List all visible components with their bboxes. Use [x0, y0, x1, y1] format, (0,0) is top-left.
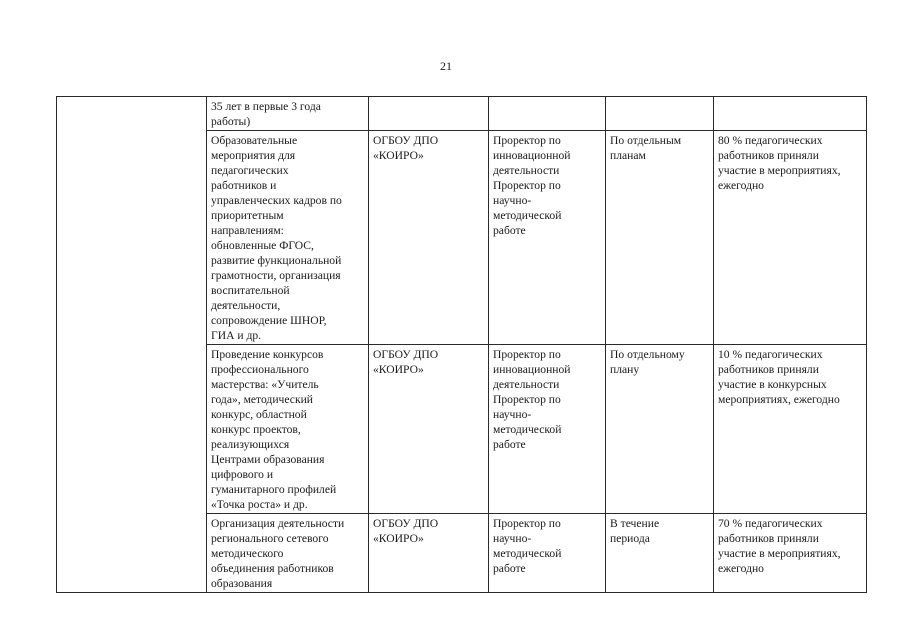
period-cell: По отдельным планам: [606, 131, 714, 345]
period-cell: [606, 97, 714, 131]
responsible-cell: Проректор по инновационной деятельности Проректор по научно- методической работе: [489, 345, 606, 514]
period-cell: По отдельному плану: [606, 345, 714, 514]
responsible-cell: [489, 97, 606, 131]
responsible-cell: Проректор по инновационной деятельности Проректор по научно- методической работе: [489, 131, 606, 345]
organization-cell: ОГБОУ ДПО «КОИРО»: [369, 131, 489, 345]
indicator-cell: 70 % педагогических работников приняли участие в мероприятиях, ежегодно: [714, 514, 867, 593]
plan-table: [56, 96, 867, 593]
activity-cell: Образовательные мероприятия для педагогических работников и управленческих кадров по приоритетным направлениям: обновленные ФГОС, развитие функциональной грамотности, организация воспитательной деятельности, сопровождение ШНОР, ГИА и др.: [207, 131, 369, 345]
activity-cell: 35 лет в первые 3 года работы): [207, 97, 369, 131]
responsible-cell: Проректор по научно- методической работе: [489, 514, 606, 593]
activity-cell: Организация деятельности регионального сетевого методического объединения работников образования: [207, 514, 369, 593]
indicator-cell: 80 % педагогических работников приняли участие в мероприятиях, ежегодно: [714, 131, 867, 345]
organization-cell: ОГБОУ ДПО «КОИРО»: [369, 514, 489, 593]
page-number: 21: [440, 59, 452, 73]
activity-cell: Проведение конкурсов профессионального мастерства: «Учитель года», методический конкурс, областной конкурс проектов, реализующихся Центрами образования цифрового и гуманитарного профилей «Точка роста» и др.: [207, 345, 369, 514]
table-row: [57, 97, 867, 131]
merged-task-cell: [57, 97, 207, 593]
period-cell: В течение периода: [606, 514, 714, 593]
indicator-cell: 10 % педагогических работников приняли участие в конкурсных мероприятиях, ежегодно: [714, 345, 867, 514]
organization-cell: ОГБОУ ДПО «КОИРО»: [369, 345, 489, 514]
indicator-cell: [714, 97, 867, 131]
organization-cell: [369, 97, 489, 131]
